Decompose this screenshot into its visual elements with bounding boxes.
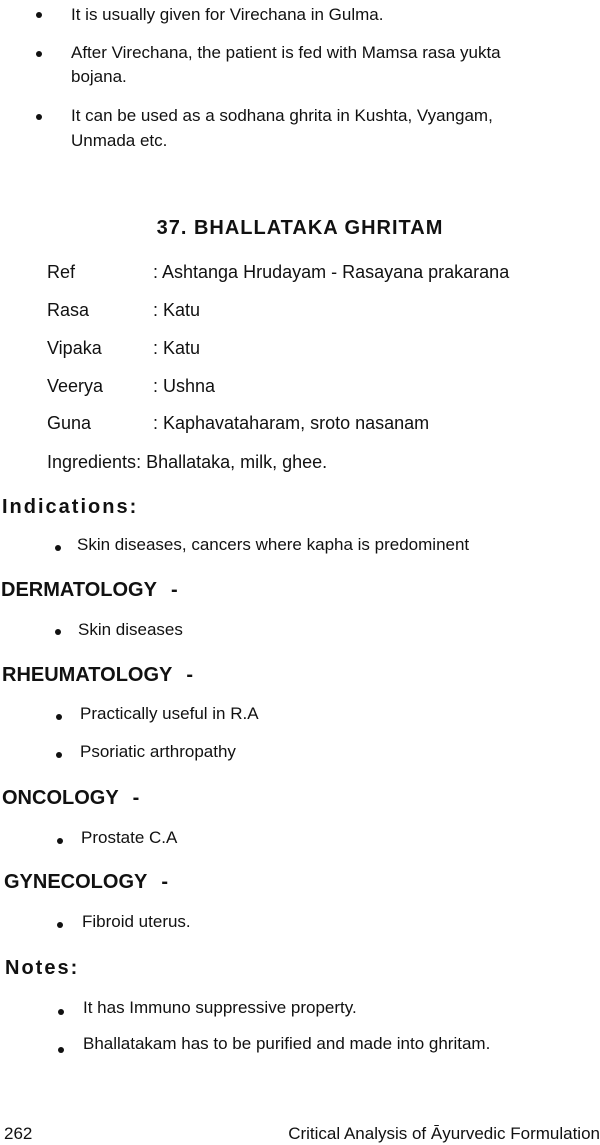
note-item: Bhallatakam has to be purified and made into ghritam. bbox=[83, 1034, 491, 1053]
field-key: Ingredients bbox=[47, 452, 137, 472]
bullet-dot bbox=[58, 1047, 64, 1053]
field-row-veerya bbox=[47, 376, 215, 397]
field-key: Guna bbox=[47, 413, 92, 433]
field-key: Ref bbox=[47, 262, 76, 282]
category-dash: - bbox=[161, 871, 169, 893]
intro-bullet-2-line-2: bojana. bbox=[71, 67, 127, 86]
category-name: DERMATOLOGY bbox=[1, 579, 157, 601]
field-key: Veerya bbox=[47, 376, 104, 396]
bullet-dot bbox=[56, 714, 62, 720]
field-row-guna bbox=[47, 413, 429, 434]
bullet-dot bbox=[58, 1009, 64, 1015]
intro-bullet-2-line-1: After Virechana, the patient is fed with Mamsa rasa yukta bbox=[71, 43, 501, 62]
field-row-vipaka bbox=[47, 338, 200, 359]
category-dash: - bbox=[186, 664, 194, 686]
bullet-dot bbox=[55, 629, 61, 635]
category-name: RHEUMATOLOGY bbox=[2, 664, 173, 686]
bullet-dot bbox=[36, 114, 42, 120]
note-item: It has Immuno suppressive property. bbox=[83, 998, 357, 1017]
field-value: : Ashtanga Hrudayam - Rasayana prakarana bbox=[153, 262, 510, 282]
field-value: : Bhallataka, milk, ghee. bbox=[136, 452, 328, 472]
category-heading-dermatology bbox=[1, 579, 178, 602]
page-number: 262 bbox=[4, 1124, 33, 1143]
intro-bullet-3-line-2: Unmada etc. bbox=[71, 131, 168, 150]
intro-bullet-3-line-1: It can be used as a sodhana ghrita in Kushta, Vyangam, bbox=[71, 106, 493, 125]
category-item: Psoriatic arthropathy bbox=[80, 742, 236, 761]
category-item: Practically useful in R.A bbox=[80, 704, 259, 723]
field-value: : Katu bbox=[153, 300, 201, 320]
book-title-footer: Critical Analysis of Āyurvedic Formulation bbox=[288, 1124, 600, 1143]
field-row-ref bbox=[47, 262, 509, 283]
bullet-dot bbox=[57, 838, 63, 844]
category-dash: - bbox=[132, 787, 140, 809]
category-item: Skin diseases bbox=[78, 620, 183, 639]
notes-heading: Notes: bbox=[5, 957, 80, 979]
field-value: : Kaphavataharam, sroto nasanam bbox=[153, 413, 430, 433]
field-value: : Katu bbox=[153, 338, 201, 358]
category-item: Prostate C.A bbox=[81, 828, 178, 847]
intro-bullet-1: It is usually given for Virechana in Gulma. bbox=[71, 5, 384, 24]
category-heading-oncology bbox=[2, 787, 139, 810]
bullet-dot bbox=[36, 12, 42, 18]
bullet-dot bbox=[36, 51, 42, 57]
category-item: Fibroid uterus. bbox=[82, 912, 191, 931]
indication-item: Skin diseases, cancers where kapha is predominent bbox=[77, 535, 470, 554]
field-row-rasa bbox=[47, 300, 200, 321]
bullet-dot bbox=[55, 545, 61, 551]
category-heading-rheumatology bbox=[2, 664, 193, 687]
field-key: Rasa bbox=[47, 300, 90, 320]
category-dash: - bbox=[170, 579, 178, 601]
indications-heading: Indications: bbox=[2, 496, 139, 518]
category-name: ONCOLOGY bbox=[2, 787, 119, 809]
section-title: 37. BHALLATAKA GHRITAM bbox=[156, 217, 444, 239]
field-row-ingredients bbox=[47, 452, 327, 473]
bullet-dot bbox=[57, 922, 63, 928]
field-value: : Ushna bbox=[153, 376, 216, 396]
field-key: Vipaka bbox=[47, 338, 102, 358]
bullet-dot bbox=[56, 752, 62, 758]
category-name: GYNECOLOGY bbox=[4, 871, 148, 893]
category-heading-gynecology bbox=[4, 871, 168, 894]
